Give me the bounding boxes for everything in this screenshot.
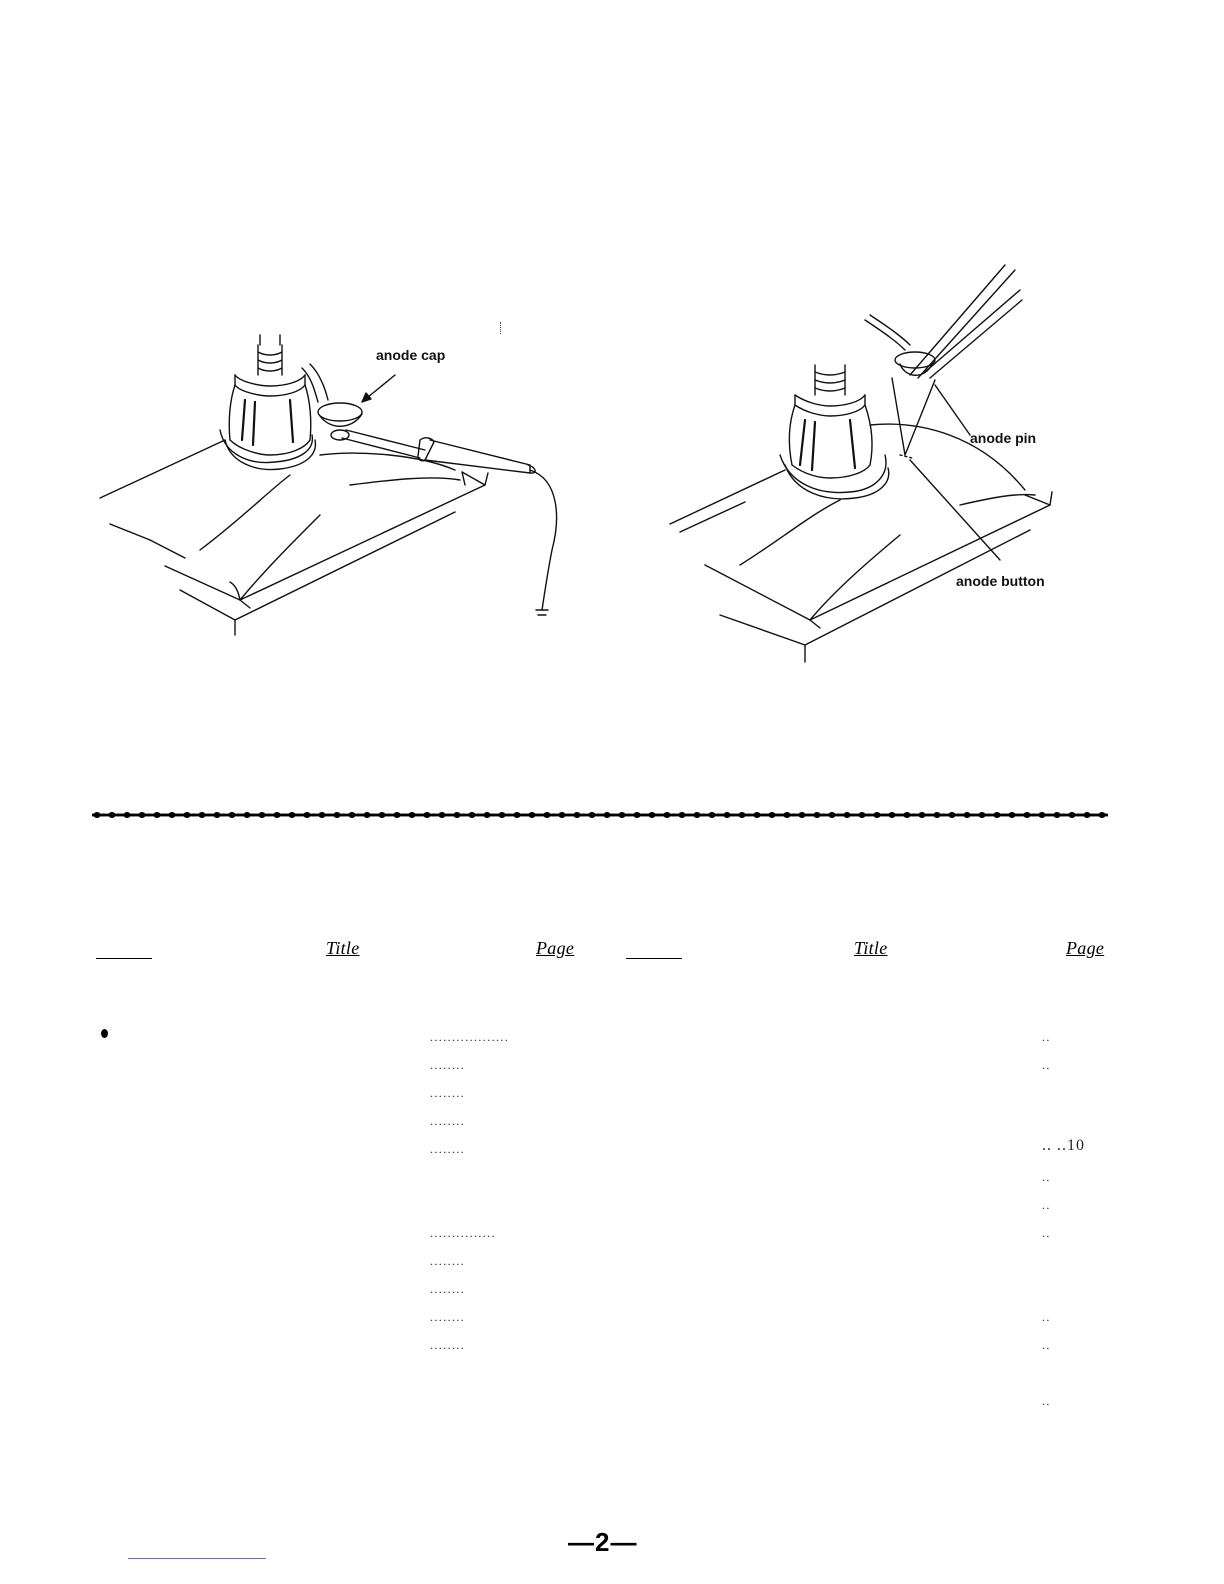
right-page-header: Page [1066, 938, 1105, 958]
right-title-header: Title [854, 938, 888, 958]
footer-link-underline[interactable] [128, 1558, 266, 1559]
left-title-header: Title [326, 938, 360, 958]
left-leader-4: ........ [430, 1114, 466, 1128]
scan-speck [500, 322, 503, 334]
left-leader-9: ........ [430, 1310, 466, 1324]
anode-button-callout: anode button [956, 573, 1045, 589]
right-section-rule [626, 958, 682, 959]
left-leader-1: .................. [430, 1030, 510, 1044]
right-entry-11: .. [1042, 1310, 1051, 1324]
right-entry-12: .. [1042, 1338, 1051, 1352]
decorative-bead-divider [92, 808, 1108, 822]
left-leader-6: ............... [430, 1226, 496, 1240]
right-entry-14: .. [1042, 1394, 1051, 1408]
right-entry-5: .. ..10 [1042, 1137, 1085, 1154]
list-bullet [101, 1029, 108, 1038]
left-leader-7: ........ [430, 1254, 466, 1268]
right-entry-6: .. [1042, 1170, 1051, 1184]
right-entry-8: .. [1042, 1226, 1051, 1240]
left-section-rule [96, 958, 152, 959]
left-leader-5: ........ [430, 1142, 466, 1156]
page-number: —2— [568, 1527, 638, 1557]
anode-pin-callout: anode pin [970, 430, 1037, 446]
figure-anode-pin-button [660, 260, 1080, 670]
anode-cap-callout: anode cap [376, 347, 446, 363]
right-entry-1: .. [1042, 1030, 1051, 1044]
left-leader-8: ........ [430, 1282, 466, 1296]
left-leader-3: ........ [430, 1086, 466, 1100]
right-entry-7: .. [1042, 1198, 1051, 1212]
figure-anode-cap-discharge [90, 290, 590, 660]
right-entry-2: .. [1042, 1058, 1051, 1072]
left-leader-10: ........ [430, 1338, 466, 1352]
left-leader-2: ........ [430, 1058, 466, 1072]
left-page-header: Page [536, 938, 575, 958]
